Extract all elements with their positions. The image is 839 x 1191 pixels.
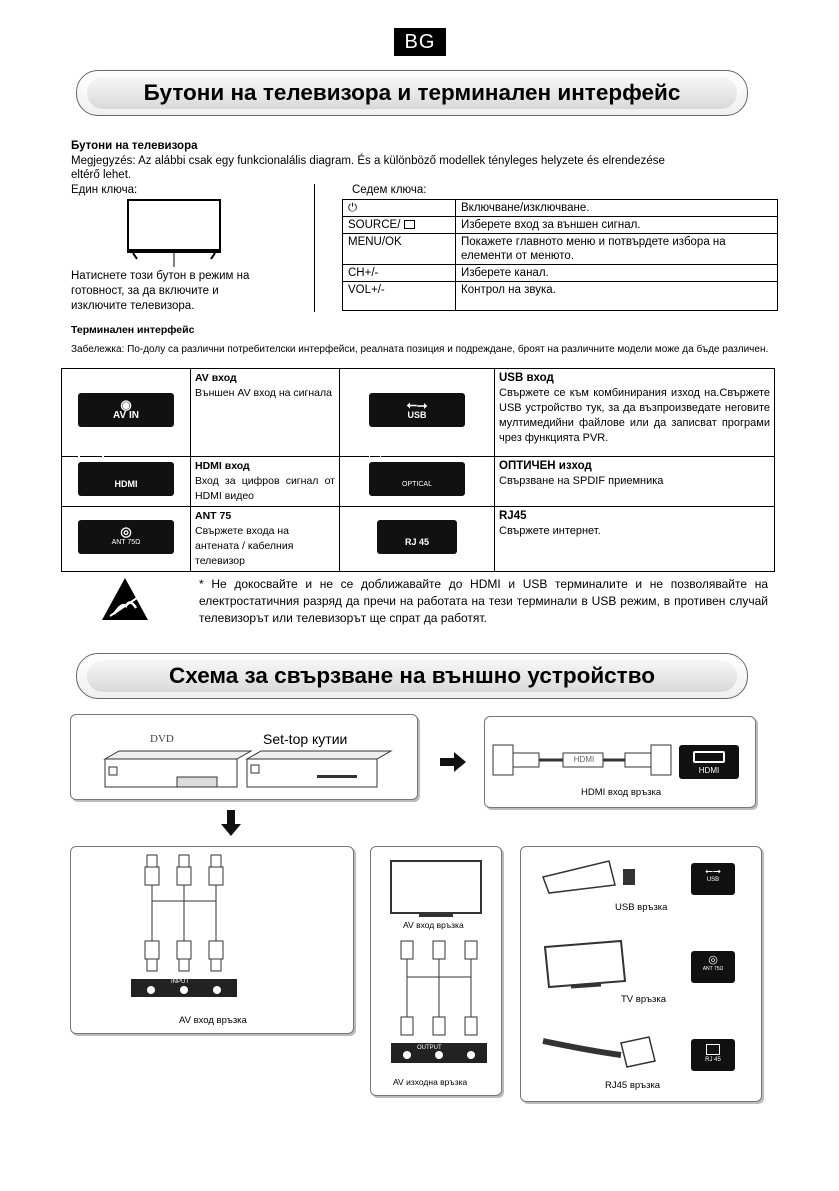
key-desc: Изберете вход за външен сигнал. [456,217,778,234]
key-row [343,217,778,234]
port-text-cell [191,457,340,507]
port-desc: Вход за цифров сигнал от HDMI видео [195,475,335,502]
one-key-label: Един ключа: [71,184,138,196]
terminal-row [62,507,775,572]
usb-port-label: USB [706,877,720,883]
key-desc: Контрол на звука. [456,282,778,311]
tv-caption: TV връзка [621,994,667,1005]
terminal-table [61,368,775,572]
antenna-port-label: ANT 75Ω [702,966,724,972]
ethernet-cable-icon [541,1027,661,1075]
coax-connector-icon: ◎ [708,954,718,966]
av-jack-icon: ◉ [120,397,132,412]
key-row [343,200,778,217]
usb-port-icon [691,863,735,895]
key-cell [343,217,456,234]
dvd-label: DVD [150,733,174,745]
port-desc: Свържете входа на антената / кабелния телевизор [195,525,294,567]
key-desc: Покажете главното меню и потвърдете избора на елементи от менюто. [456,234,778,265]
rj45-caption: RJ45 връзка [605,1080,661,1091]
dvd-player-icon [105,751,251,787]
terminal-row [62,369,775,457]
peripheral-devices-panel [520,846,762,1102]
port-desc: Свързване на SPDIF приемника [499,475,664,487]
tv-front-icon [125,197,225,269]
port-icon-cell [62,369,191,457]
esd-warning-icon [100,576,150,622]
terminal-note: Забележка: По-долу са различни потребителски интерфейси, реалната позиция и подреждане, броят на различните модели може да бъде различен. [71,344,769,355]
port-icon-cell [340,369,495,457]
port-name: USB вход [499,372,554,384]
note-line-1: Megjegyzés: Az alábbi csak egy funkcionalális diagram. És a különböző modellek tényleges helyzete és elrendezése [71,155,665,167]
one-key-description [71,269,249,314]
ethernet-socket-icon [706,1044,720,1055]
key-desc: Изберете канал. [456,265,778,282]
port-name: ANT 75 [195,510,232,522]
port-text-cell [191,369,340,457]
tv-set-icon [541,937,631,995]
rca-cables-illustration [131,851,291,1001]
key-cell: CH+/- [343,265,456,282]
tv-monitor-icon [389,859,485,921]
rj45-port-label: RJ 45 [705,1057,721,1063]
av-input-panel [70,846,354,1034]
section-banner-buttons [76,70,748,116]
port-desc: Свържете интернет. [499,525,601,537]
port-icon-label: ANT 75Ω [111,538,141,546]
hdmi-port-label: HDMI [698,766,720,775]
rj45-port-icon [691,1039,735,1071]
source-devices-panel [70,714,418,800]
usb-icon [369,393,465,427]
hdmi-caption: HDMI вход връзка [581,787,662,798]
port-icon-label: USB [407,410,427,420]
av-in-caption-2: AV вход връзка [403,920,464,930]
port-name: HDMI вход [195,460,250,472]
av-output-panel [370,846,502,1096]
arrow-down-icon [221,810,241,836]
key-row [343,234,778,265]
column-divider [314,184,315,312]
one-key-desc-3: изключите телевизора. [71,300,195,312]
note-line-2: eltérő lehet. [71,169,132,181]
set-top-box-icon [247,751,391,787]
key-row [343,265,778,282]
seven-keys-label: Седем ключа: [352,184,427,196]
port-text-cell [191,507,340,572]
hdmi-icon [78,462,174,496]
terminal-heading: Терминален интерфейс [71,324,195,336]
antenna-port-icon [691,951,735,983]
hdmi-cable-label: HDMI [573,755,595,764]
key-cell: VOL+/- [343,282,456,311]
coax-connector-icon: ◎ [120,523,132,539]
dvd-and-stb-illustration [101,749,401,793]
section-title: Бутони на телевизора и терминален интерфейс [87,77,737,109]
seven-keys-table [342,199,778,311]
key-desc: Включване/изключване. [456,200,778,217]
port-text-cell [495,507,775,572]
port-name: RJ45 [499,510,527,522]
port-text-cell [495,369,775,457]
port-icon-cell [340,507,495,572]
language-badge: BG [394,28,446,56]
key-cell: ⏻ [343,200,456,217]
port-icon-cell [62,507,191,572]
port-icon-cell [62,457,191,507]
key-row [343,282,778,311]
port-text-cell [495,457,775,507]
usb-symbol-icon: ⭠⭢ [406,397,428,412]
port-icon-label: RJ 45 [404,536,430,547]
usb-caption: USB връзка [615,902,668,913]
av-out-caption: AV изходна връзка [393,1077,468,1087]
esd-warning-text: * Не докосвайте и не се доближавайте до HDMI и USB терминалите и не позволявайте на електростатичния разряд да пречи на работата на тези терминали в USB режим, в противен случай телевизорът или телевизорът ще спрат да работят. [199,577,768,625]
set-top-box-label: Set-top кутии [263,731,348,747]
section-title: Схема за свързване на външно устройство [87,660,737,692]
arrow-right-icon [440,752,466,772]
rj45-icon [377,520,457,554]
av-in-caption: AV вход връзка [179,1015,247,1026]
usb-stick-icon [539,857,639,897]
optical-icon [369,462,465,496]
one-key-desc-1: Натиснете този бутон в режим на [71,270,250,282]
input-source-icon [404,220,415,229]
port-name: AV вход [195,372,237,384]
usb-symbol-icon: ⭠⭢ [705,866,721,877]
one-key-desc-2: готовност, за да включите и [71,285,219,297]
port-name: ОПТИЧЕН изход [499,460,592,472]
port-desc: Външен AV вход на сигнала [195,387,332,399]
output-label: OUTPUT [417,1045,442,1051]
port-icon-label: OPTICAL [402,481,432,488]
port-icon-label: HDMI [114,479,138,489]
hdmi-socket-icon [693,751,725,763]
source-key-label: SOURCE/ [348,219,401,231]
port-desc: Свържете се към комбинирания изход на.Свържете USB устройство тук, за да възпроизведате неговите мултимедийни файлове или да записват програми чрез функцията PVR. [499,387,770,444]
hdmi-connection-panel [484,716,756,808]
terminal-row [62,457,775,507]
av-in-icon [78,393,174,427]
key-cell: MENU/OK [343,234,456,265]
section-banner-connection [76,653,748,699]
tv-buttons-heading: Бутони на телевизора [71,140,198,152]
antenna-icon [78,520,174,554]
port-icon-label: AV IN [113,410,139,421]
input-label: INPUT [171,979,189,985]
hdmi-port-icon [679,745,739,779]
port-icon-cell [340,457,495,507]
